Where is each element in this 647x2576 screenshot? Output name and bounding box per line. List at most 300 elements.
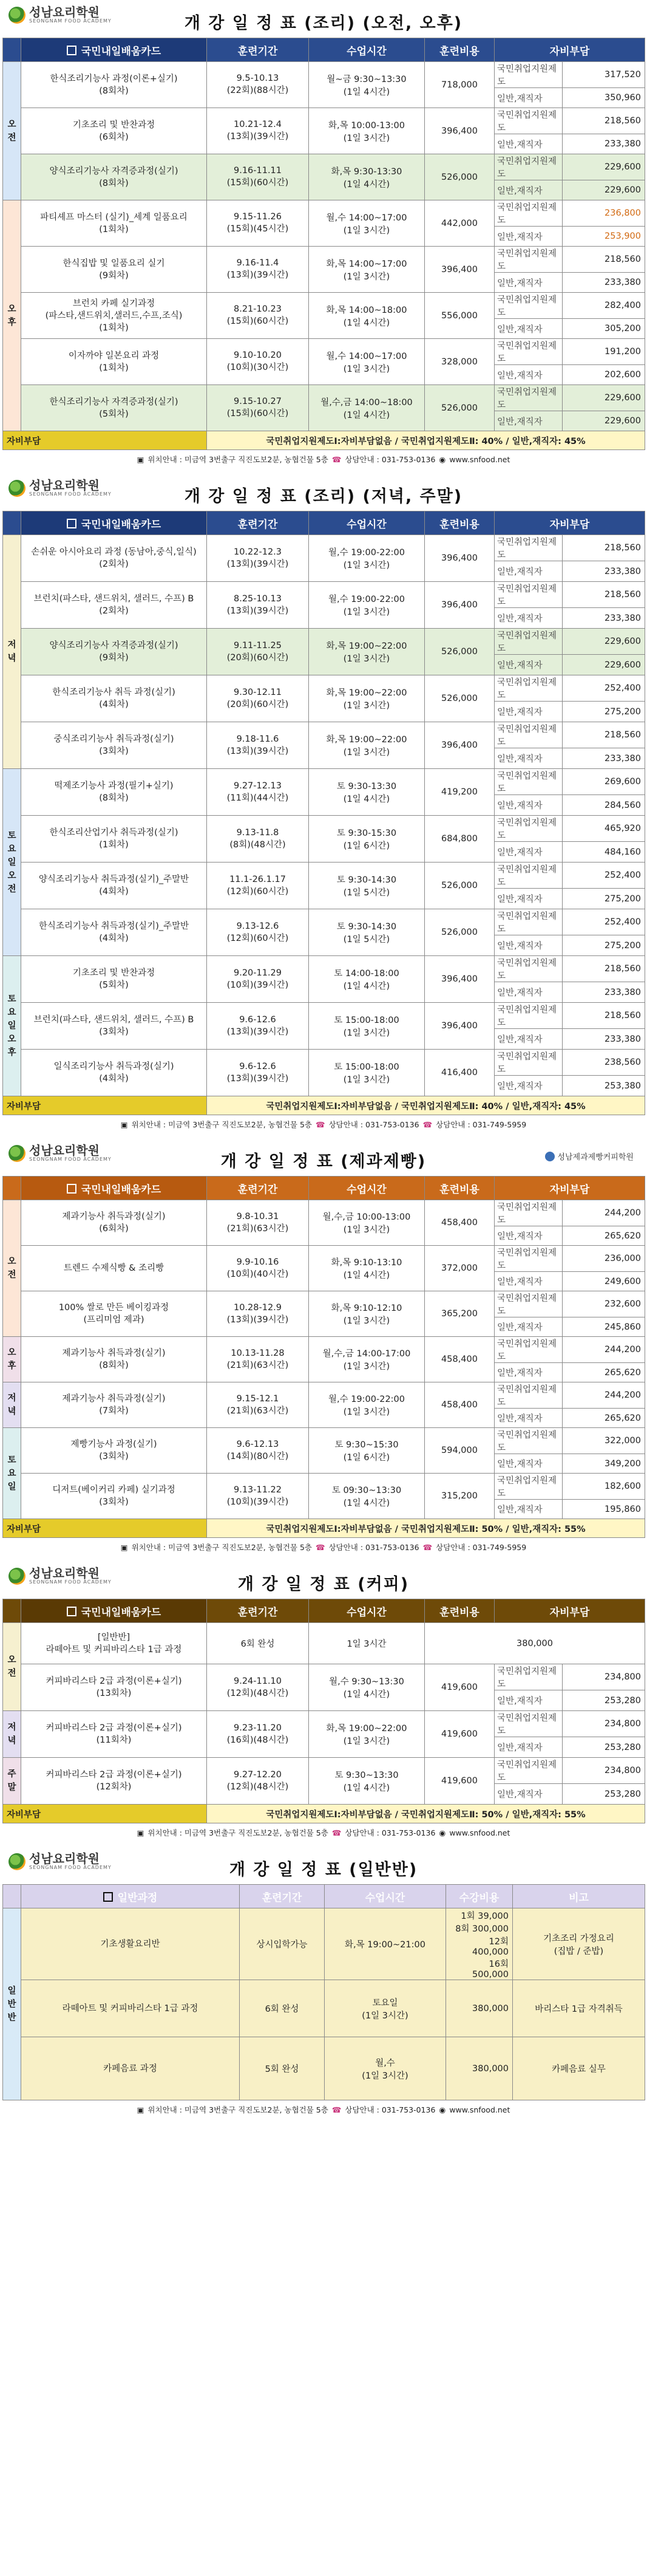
course-name[interactable]: 양식조리기능사 취득과정(실기)_주말반 (4회차) <box>21 863 207 909</box>
course-time: 월,수 14:00~17:00 (1일 3시간) <box>309 339 425 385</box>
course-time: 월,수 9:30~13:30 (1일 4시간) <box>309 1664 425 1711</box>
header-time: 수업시간 <box>309 38 425 62</box>
header-term: 훈련기간 <box>207 1599 309 1623</box>
course-name[interactable]: 한식조리기능사 취득 과정(실기) (4회차) <box>21 675 207 722</box>
support-type-general: 일반,재직자 <box>495 88 563 108</box>
self-pay-general: 265,620 <box>563 1409 645 1428</box>
course-time: 화,목 9:30-13:30 (1일 4시간) <box>309 154 425 200</box>
header-note: 비고 <box>513 1885 645 1908</box>
support-type-general: 일반,재직자 <box>495 1690 563 1711</box>
schedule-table <box>2 511 645 1115</box>
self-pay-footer <box>3 431 645 450</box>
course-fee: 526,000 <box>425 385 495 431</box>
course-term: 9.15-12.1 (21회)(63시간) <box>207 1382 309 1428</box>
self-pay-general: 265,620 <box>563 1363 645 1382</box>
course-name[interactable]: 한식조리산업기사 취득과정(실기) (1회차) <box>21 816 207 863</box>
support-type-national: 국민취업지원제도 <box>495 629 563 655</box>
support-type-national: 국민취업지원제도 <box>495 247 563 273</box>
phone-icon: ☎ <box>422 1542 433 1552</box>
course-time: 화,목 9:10-13:10 (1일 4시간) <box>309 1246 425 1291</box>
header-blank <box>3 1177 21 1200</box>
checkbox-icon <box>67 1607 76 1616</box>
course-term: 11.1-26.1.17 (12회)(60시간) <box>207 863 309 909</box>
self-pay-general: 202,600 <box>563 365 645 385</box>
support-type-national: 국민취업지원제도 <box>495 1050 563 1076</box>
footer-label: 자비부담 <box>3 1519 207 1538</box>
table-row <box>3 339 645 365</box>
self-pay-general: 253,280 <box>563 1737 645 1758</box>
self-pay-general: 229,600 <box>563 411 645 431</box>
header-fee: 훈련비용 <box>425 1177 495 1200</box>
info-bar <box>2 1115 645 1133</box>
course-time: 화,목 19:00~21:00 <box>325 1908 446 1980</box>
self-pay-national: 191,200 <box>563 339 645 365</box>
course-name[interactable]: 기초생활요리반 <box>21 1908 240 1980</box>
table-row <box>3 200 645 227</box>
footer-rates: 국민취업지원제도Ⅰ:자비부담없음 / 국민취업지원제도Ⅱ: 50% / 일반,재직자: 55% <box>207 1519 645 1538</box>
self-pay-general: 233,380 <box>563 748 645 769</box>
period-label: 토 요 일 <box>3 1428 21 1519</box>
support-type-general: 일반,재직자 <box>495 1226 563 1246</box>
course-term: 9.6-12.6 (13회)(39시간) <box>207 1003 309 1050</box>
course-time: 월,수 (1일 3시간) <box>325 2037 446 2100</box>
table-row <box>3 62 645 88</box>
course-term: 9.13-11.22 (10회)(39시간) <box>207 1474 309 1519</box>
phone-icon: ☎ <box>331 2105 342 2114</box>
table-header-row <box>3 38 645 62</box>
course-term: 9.24-11.10 (12회)(48시간) <box>207 1664 309 1711</box>
header-self: 자비부담 <box>495 511 645 535</box>
self-pay-footer <box>3 1519 645 1538</box>
location-text: 위치안내 : 미금역 3번출구 직진도보2분, 농협건물 5층 <box>131 1120 312 1129</box>
support-type-national: 국민취업지원제도 <box>495 535 563 561</box>
course-name[interactable]: 손쉬운 아시아요리 과정 (동남아,중식,일식) (2회차) <box>21 535 207 582</box>
self-pay-general: 275,200 <box>563 702 645 722</box>
period-label: 오 후 <box>3 1337 21 1382</box>
header-card-label: 국민내일배움카드 <box>81 1183 161 1196</box>
course-fee-merged: 380,000 <box>425 1623 645 1664</box>
self-pay-general: 253,280 <box>563 1784 645 1805</box>
header-fee: 훈련비용 <box>425 511 495 535</box>
location-icon: ▣ <box>120 1119 128 1129</box>
self-pay-general: 349,200 <box>563 1454 645 1474</box>
academy-subname: SEONGNAM FOOD ACADEMY <box>29 1156 112 1162</box>
course-name[interactable]: 카페음료 과정 <box>21 2037 240 2100</box>
course-fee: 684,800 <box>425 816 495 863</box>
footer-label: 자비부담 <box>3 1805 207 1823</box>
support-type-general: 일반,재직자 <box>495 1737 563 1758</box>
support-type-general: 일반,재직자 <box>495 1784 563 1805</box>
web-link[interactable]: www.snfood.net <box>449 454 510 464</box>
web-link[interactable]: www.snfood.net <box>449 1828 510 1837</box>
course-name[interactable]: 100% 쌀로 만든 베이킹과정 (프리미엄 제과) <box>21 1291 207 1337</box>
table-row <box>3 1758 645 1784</box>
course-note: 카페음료 실무 <box>513 2037 645 2100</box>
self-pay-general: 350,960 <box>563 88 645 108</box>
academy-subname: SEONGNAM FOOD ACADEMY <box>29 1865 112 1870</box>
table-row <box>3 247 645 273</box>
header-card-label: 국민내일배움카드 <box>81 1606 161 1619</box>
table-row <box>3 1200 645 1226</box>
support-type-general: 일반,재직자 <box>495 1409 563 1428</box>
table-row <box>3 1337 645 1363</box>
course-name[interactable]: 제과기능사 취득과정(실기) (6회차) <box>21 1200 207 1246</box>
support-type-national: 국민취업지원제도 <box>495 1664 563 1690</box>
support-type-general: 일반,재직자 <box>495 411 563 431</box>
support-type-general: 일반,재직자 <box>495 748 563 769</box>
table-row <box>3 1474 645 1500</box>
counsel-text-2: 상담안내 : 031-749-5959 <box>436 1120 527 1129</box>
course-time: 토 9:30~13:30 (1일 4시간) <box>309 1758 425 1805</box>
header-card <box>21 38 207 62</box>
self-pay-footer <box>3 1805 645 1823</box>
course-fee: 526,000 <box>425 629 495 675</box>
support-type-general: 일반,재직자 <box>495 1029 563 1050</box>
location-text: 위치안내 : 미금역 3번출구 직진도보2분, 농협건물 5층 <box>131 1543 312 1552</box>
course-fee: 328,000 <box>425 339 495 385</box>
self-pay-national: 238,560 <box>563 1050 645 1076</box>
phone-icon: ☎ <box>316 1119 325 1129</box>
header-term: 훈련기간 <box>207 38 309 62</box>
header-general <box>21 1885 240 1908</box>
course-fee: 396,400 <box>425 956 495 1003</box>
support-type-national: 국민취업지원제도 <box>495 200 563 227</box>
course-fee: 526,000 <box>425 675 495 722</box>
support-type-general: 일반,재직자 <box>495 273 563 293</box>
course-fee: 396,400 <box>425 108 495 154</box>
self-pay-general: 265,620 <box>563 1226 645 1246</box>
course-fee: 396,400 <box>425 247 495 293</box>
course-name[interactable]: 일식조리기능사 취득과정(실기) (4회차) <box>21 1050 207 1096</box>
course-fee: 556,000 <box>425 293 495 339</box>
period-label: 저 녁 <box>3 535 21 769</box>
course-fee: 458,400 <box>425 1337 495 1382</box>
support-type-national: 국민취업지원제도 <box>495 1428 563 1454</box>
web-icon: ◉ <box>439 1828 446 1837</box>
location-icon: ▣ <box>137 454 144 464</box>
course-time: 토 9:30-14:30 (1일 5시간) <box>309 909 425 956</box>
course-name[interactable]: 떡제조기능사 과정(필기+실기) (8회차) <box>21 769 207 816</box>
course-time: 월,수,금 14:00-17:00 (1일 3시간) <box>309 1337 425 1382</box>
counsel-text: 상담안내 : 031-753-0136 <box>328 1120 419 1129</box>
header-card-label: 국민내일배움카드 <box>81 518 161 531</box>
self-pay-national: 218,560 <box>563 722 645 748</box>
table-row <box>3 722 645 748</box>
schedule-section-coffee <box>0 1561 647 1842</box>
support-type-general: 일반,재직자 <box>495 561 563 582</box>
course-time: 화,목 19:00~22:00 (1일 3시간) <box>309 629 425 675</box>
support-type-general: 일반,재직자 <box>495 1317 563 1337</box>
course-fee: 365,200 <box>425 1291 495 1337</box>
self-pay-general: 305,200 <box>563 319 645 339</box>
course-name[interactable]: 제빵기능사 과정(실기) (3회차) <box>21 1428 207 1474</box>
period-label: 오 전 <box>3 1200 21 1337</box>
table-row <box>3 1711 645 1737</box>
self-pay-national: 229,600 <box>563 154 645 180</box>
course-name[interactable]: 한식조리기능사 과정(이론+실기) (8회차) <box>21 62 207 108</box>
course-fee: 416,400 <box>425 1050 495 1096</box>
course-name[interactable]: 한식조리기능사 자격증과정(실기) (5회차) <box>21 385 207 431</box>
support-type-national: 국민취업지원제도 <box>495 339 563 365</box>
support-type-general: 일반,재직자 <box>495 608 563 629</box>
course-name[interactable]: 파티셰프 마스터 (실기)_세계 일품요리 (1회차) <box>21 200 207 247</box>
table-row <box>3 108 645 134</box>
course-term: 9.16-11.4 (13회)(39시간) <box>207 247 309 293</box>
course-name[interactable]: 브런치(파스타, 샌드위치, 샐러드, 수프) B (3회차) <box>21 1003 207 1050</box>
self-pay-national: 218,560 <box>563 956 645 982</box>
course-fee: 396,400 <box>425 582 495 629</box>
self-pay-national: 236,800 <box>563 200 645 227</box>
course-name[interactable]: 트렌드 수제식빵 & 조리빵 <box>21 1246 207 1291</box>
header-blank <box>3 511 21 535</box>
course-time: 월,수 19:00-22:00 (1일 3시간) <box>309 582 425 629</box>
page-title: 개 강 일 정 표 (제과제빵) <box>220 1152 427 1171</box>
table-row <box>3 582 645 608</box>
self-pay-general: 233,380 <box>563 134 645 154</box>
support-type-general: 일반,재직자 <box>495 935 563 956</box>
course-term: 10.13-11.28 (21회)(63시간) <box>207 1337 309 1382</box>
info-bar <box>2 1823 645 1842</box>
course-name[interactable]: 중식조리기능사 취득과정(실기) (3회차) <box>21 722 207 769</box>
footer-rates: 국민취업지원제도Ⅰ:자비부담없음 / 국민취업지원제도Ⅱ: 40% / 일반,재직자: 45% <box>207 1096 645 1115</box>
table-row <box>3 293 645 319</box>
course-term: 10.28-12.9 (13회)(39시간) <box>207 1291 309 1337</box>
counsel-text: 상담안내 : 031-753-0136 <box>328 1543 419 1552</box>
support-type-general: 일반,재직자 <box>495 982 563 1003</box>
course-term: 9.13-11.8 (8회)(48시간) <box>207 816 309 863</box>
web-icon: ◉ <box>439 2105 446 2114</box>
academy-name: 성남요리학원 <box>29 1851 100 1866</box>
counsel-text: 상담안내 : 031-753-0136 <box>345 2105 436 2114</box>
course-fee: 419,200 <box>425 769 495 816</box>
checkbox-icon <box>67 519 76 528</box>
course-term: 10.22-12.3 (13회)(39시간) <box>207 535 309 582</box>
support-type-general: 일반,재직자 <box>495 319 563 339</box>
table-row <box>3 1664 645 1690</box>
course-time: 토요일 (1일 3시간) <box>325 1980 446 2037</box>
self-pay-national: 218,560 <box>563 247 645 273</box>
self-pay-national: 244,200 <box>563 1337 645 1363</box>
support-type-national: 국민취업지원제도 <box>495 154 563 180</box>
location-text: 위치안내 : 미금역 3번출구 직진도보2분, 농협건물 5층 <box>147 455 328 464</box>
self-pay-national: 234,800 <box>563 1664 645 1690</box>
support-type-general: 일반,재직자 <box>495 1454 563 1474</box>
course-time: 토 14:00-18:00 (1일 4시간) <box>309 956 425 1003</box>
page-title: 개 강 일 정 표 (일반반) <box>229 1860 418 1879</box>
self-pay-national: 218,560 <box>563 535 645 561</box>
course-fee: 419,600 <box>425 1711 495 1758</box>
course-time: 토 15:00-18:00 (1일 3시간) <box>309 1003 425 1050</box>
support-type-general: 일반,재직자 <box>495 795 563 816</box>
support-type-national: 국민취업지원제도 <box>495 1337 563 1363</box>
self-pay-general: 253,900 <box>563 227 645 247</box>
course-name[interactable]: 브런치(파스타, 샌드위치, 샐러드, 수프) B (2회차) <box>21 582 207 629</box>
support-type-national: 국민취업지원제도 <box>495 863 563 889</box>
course-name[interactable]: 커피바리스타 2급 과정(이론+실기) (13회차) <box>21 1664 207 1711</box>
support-type-national: 국민취업지원제도 <box>495 62 563 88</box>
info-bar <box>2 2100 645 2119</box>
support-type-national: 국민취업지원제도 <box>495 816 563 842</box>
course-time: 1일 3시간 <box>309 1623 425 1664</box>
course-name[interactable]: [일반반] 라떼아트 및 커피바리스타 1급 과정 <box>21 1623 207 1664</box>
course-time: 월,수 14:00~17:00 (1일 3시간) <box>309 200 425 247</box>
course-term: 8.25-10.13 (13회)(39시간) <box>207 582 309 629</box>
support-type-general: 일반,재직자 <box>495 227 563 247</box>
self-pay-national: 229,600 <box>563 629 645 655</box>
course-time: 화,목 14:00~18:00 (1일 4시간) <box>309 293 425 339</box>
period-label: 주 말 <box>3 1758 21 1805</box>
footer-rates: 국민취업지원제도Ⅰ:자비부담없음 / 국민취업지원제도Ⅱ: 50% / 일반,재직자: 55% <box>207 1805 645 1823</box>
course-term: 9.6-12.6 (13회)(39시간) <box>207 1050 309 1096</box>
self-pay-national: 465,920 <box>563 816 645 842</box>
support-type-general: 일반,재직자 <box>495 1272 563 1291</box>
course-name[interactable]: 라떼아트 및 커피바리스타 1급 과정 <box>21 1980 240 2037</box>
phone-icon: ☎ <box>331 1828 342 1837</box>
support-type-general: 일반,재직자 <box>495 134 563 154</box>
table-row <box>3 1623 645 1644</box>
self-pay-general: 195,860 <box>563 1500 645 1519</box>
course-term: 6회 완성 <box>207 1623 309 1664</box>
header-term: 훈련기간 <box>207 511 309 535</box>
course-time: 월,수 19:00-22:00 (1일 3시간) <box>309 535 425 582</box>
course-name[interactable]: 한식조리기능사 취득과정(실기)_주말반 (4회차) <box>21 909 207 956</box>
checkbox-icon <box>67 1184 76 1194</box>
course-time: 토 9:30~15:30 (1일 6시간) <box>309 1428 425 1474</box>
table-row <box>3 1428 645 1454</box>
self-pay-national: 317,520 <box>563 62 645 88</box>
course-fee: 594,000 <box>425 1428 495 1474</box>
self-pay-general: 245,860 <box>563 1317 645 1337</box>
course-fee: 380,000 <box>446 1980 513 2037</box>
support-type-national: 국민취업지원제도 <box>495 675 563 702</box>
course-fee: 458,400 <box>425 1382 495 1428</box>
self-pay-general: 275,200 <box>563 935 645 956</box>
self-pay-national: 218,560 <box>563 108 645 134</box>
header-time: 수업시간 <box>309 1599 425 1623</box>
course-term: 9.8-10.31 (21회)(63시간) <box>207 1200 309 1246</box>
web-link[interactable]: www.snfood.net <box>449 2105 510 2114</box>
course-fee: 396,400 <box>425 535 495 582</box>
course-name[interactable]: 양식조리기능사 자격증과정(실기) (9회차) <box>21 629 207 675</box>
header-fee: 수강비용 <box>446 1885 513 1908</box>
self-pay-national: 244,200 <box>563 1382 645 1409</box>
self-pay-national: 269,600 <box>563 769 645 795</box>
table-row <box>3 1908 645 1980</box>
course-term: 9.6-12.13 (14회)(80시간) <box>207 1428 309 1474</box>
table-row <box>3 629 645 655</box>
self-pay-general: 233,380 <box>563 608 645 629</box>
table-row <box>3 956 645 982</box>
course-fee: 526,000 <box>425 154 495 200</box>
academy-name: 성남요리학원 <box>29 1143 100 1158</box>
course-name[interactable]: 기초조리 및 반찬과정 (6회차) <box>21 108 207 154</box>
location-text: 위치안내 : 미금역 3번출구 직진도보2분, 농협건물 5층 <box>147 2105 328 2114</box>
course-time: 화,목 9:10-12:10 (1일 3시간) <box>309 1291 425 1337</box>
table-row <box>3 675 645 702</box>
course-fee: 526,000 <box>425 863 495 909</box>
course-fee: 419,600 <box>425 1664 495 1711</box>
table-row <box>3 2037 645 2100</box>
course-time: 월,수,금 14:00~18:00 (1일 4시간) <box>309 385 425 431</box>
self-pay-national: 232,600 <box>563 1291 645 1317</box>
course-term: 9.30-12.11 (20회)(60시간) <box>207 675 309 722</box>
table-row <box>3 769 645 795</box>
self-pay-national: 252,400 <box>563 909 645 935</box>
course-name[interactable]: 커피바리스타 2급 과정(이론+실기) (12회차) <box>21 1758 207 1805</box>
schedule-table <box>2 1599 645 1823</box>
self-pay-general: 233,380 <box>563 561 645 582</box>
support-type-general: 일반,재직자 <box>495 655 563 675</box>
course-time: 화,목 19:00~22:00 (1일 3시간) <box>309 1711 425 1758</box>
course-name[interactable]: 브런치 카페 실기과정 (파스타,샌드위치,샐러드,수프,조식) (1회차) <box>21 293 207 339</box>
table-row <box>3 816 645 842</box>
counsel-text: 상담안내 : 031-753-0136 <box>345 455 436 464</box>
course-name[interactable]: 양식조리기능사 자격증과정(실기) (8회차) <box>21 154 207 200</box>
page-title: 개 강 일 정 표 (조리) (저녁, 주말) <box>184 487 463 506</box>
schedule-table <box>2 1176 645 1538</box>
period-label: 토 요 일 오 전 <box>3 769 21 956</box>
support-type-national: 국민취업지원제도 <box>495 385 563 411</box>
bakery-logo-name: 성남제과제빵커피학원 <box>557 1153 634 1162</box>
support-type-national: 국민취업지원제도 <box>495 582 563 608</box>
course-name[interactable]: 디저트(베이커리 카페) 실기과정 (3회차) <box>21 1474 207 1519</box>
period-label: 오 전 <box>3 62 21 200</box>
course-time: 토 9:30-14:30 (1일 5시간) <box>309 863 425 909</box>
course-term: 9.10-10.20 (10회)(30시간) <box>207 339 309 385</box>
header-self: 자비부담 <box>495 38 645 62</box>
header-card <box>21 511 207 535</box>
header-card-label: 국민내일배움카드 <box>81 45 161 58</box>
self-pay-general: 233,380 <box>563 1029 645 1050</box>
self-pay-national: 322,000 <box>563 1428 645 1454</box>
support-type-national: 국민취업지원제도 <box>495 1382 563 1409</box>
table-row <box>3 909 645 935</box>
schedule-section-bakery <box>0 1138 647 1556</box>
support-type-national: 국민취업지원제도 <box>495 1200 563 1226</box>
course-fee: 396,400 <box>425 1003 495 1050</box>
course-name[interactable]: 한식집밥 및 일품요리 실기 (9회차) <box>21 247 207 293</box>
course-term: 9.13-12.6 (12회)(60시간) <box>207 909 309 956</box>
table-header-row <box>3 1177 645 1200</box>
support-type-national: 국민취업지원제도 <box>495 1711 563 1737</box>
course-time: 토 09:30~13:30 (1일 4시간) <box>309 1474 425 1519</box>
course-time: 토 15:00-18:00 (1일 3시간) <box>309 1050 425 1096</box>
course-term: 상시입학가능 <box>240 1908 325 1980</box>
course-name[interactable]: 제과기능사 취득과정(실기) (8회차) <box>21 1337 207 1382</box>
support-type-general: 일반,재직자 <box>495 702 563 722</box>
course-name[interactable]: 커피바리스타 2급 과정(이론+실기) (11회차) <box>21 1711 207 1758</box>
course-time: 월,수,금 10:00-13:00 (1일 3시간) <box>309 1200 425 1246</box>
course-term: 9.16-11.11 (15회)(60시간) <box>207 154 309 200</box>
support-type-national: 국민취업지원제도 <box>495 293 563 319</box>
course-name[interactable]: 제과기능사 취득과정(실기) (7회차) <box>21 1382 207 1428</box>
course-term: 9.27-12.20 (12회)(48시간) <box>207 1758 309 1805</box>
course-fee: 718,000 <box>425 62 495 108</box>
page-title: 개 강 일 정 표 (조리) (오전, 오후) <box>184 14 463 33</box>
self-pay-national: 244,200 <box>563 1200 645 1226</box>
header-fee: 훈련비용 <box>425 1599 495 1623</box>
course-name[interactable]: 기초조리 및 반찬과정 (5회차) <box>21 956 207 1003</box>
web-icon: ◉ <box>439 454 446 464</box>
location-icon: ▣ <box>120 1542 128 1552</box>
academy-subname: SEONGNAM FOOD ACADEMY <box>29 18 112 24</box>
course-term: 8.21-10.23 (15회)(60시간) <box>207 293 309 339</box>
support-type-general: 일반,재직자 <box>495 842 563 863</box>
self-pay-national: 182,600 <box>563 1474 645 1500</box>
counsel-text: 상담안내 : 031-753-0136 <box>345 1828 436 1837</box>
course-name[interactable]: 이자까야 일본요리 과정 (1회차) <box>21 339 207 385</box>
table-row <box>3 1246 645 1272</box>
